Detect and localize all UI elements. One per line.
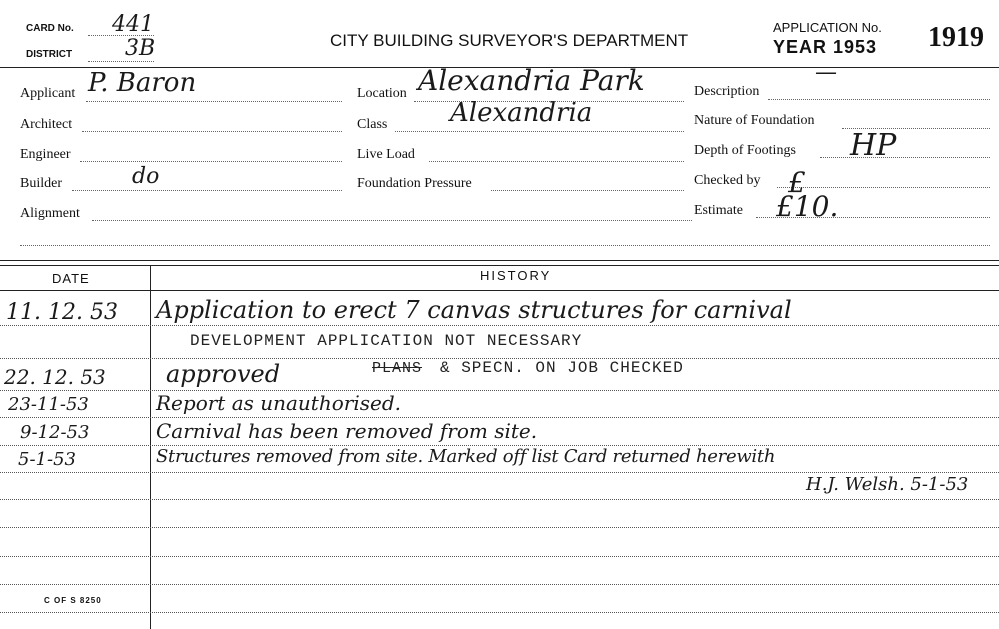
rule-line — [0, 417, 999, 418]
builder-label: Builder — [20, 176, 62, 191]
entry-text: approved — [166, 360, 281, 388]
entry-text: Report as unauthorised. — [156, 391, 401, 415]
estimate-value: £10. — [776, 190, 839, 223]
estimate-label: Estimate — [694, 203, 743, 218]
rule-line — [0, 556, 999, 557]
blank-line — [20, 245, 990, 246]
architect-label: Architect — [20, 117, 73, 132]
checked-by-value: £ — [788, 166, 806, 199]
rule-line — [0, 499, 999, 500]
entry-typed-struck: PLANS — [372, 360, 423, 377]
card-no-value: 441 — [112, 12, 154, 37]
engineer-label: Engineer — [20, 147, 71, 162]
date-header: DATE — [52, 271, 90, 286]
entry-text: Structures removed from site. Marked off list Card returned herewith — [156, 446, 776, 467]
district-value: 3B — [125, 36, 156, 61]
depth-footings-line — [820, 157, 990, 158]
district-label: DISTRICT — [26, 49, 73, 60]
application-label: APPLICATION No. — [773, 20, 882, 35]
class-line — [395, 131, 684, 132]
checked-by-line — [777, 187, 990, 188]
class-value: Alexandria — [450, 98, 593, 128]
entry-date: 11. 12. 53 — [6, 300, 118, 325]
department-title: CITY BUILDING SURVEYOR'S DEPARTMENT — [330, 31, 689, 50]
class-label: Class — [357, 117, 388, 132]
builder-value: do — [132, 164, 160, 189]
entry-text: Application to erect 7 canvas structures for carnival — [156, 296, 792, 324]
depth-footings-label: Depth of Footings — [694, 143, 796, 158]
description-line — [768, 99, 990, 100]
entry-text: Carnival has been removed from site. — [156, 419, 538, 443]
rule-line — [0, 325, 999, 326]
applicant-value: P. Baron — [88, 68, 197, 98]
rule-line — [0, 472, 999, 473]
description-value: — — [815, 60, 837, 85]
architect-line — [82, 131, 342, 132]
entry-date: 9-12-53 — [20, 422, 90, 443]
live-load-label: Live Load — [357, 147, 415, 162]
alignment-line — [92, 220, 692, 221]
rule-line — [0, 390, 999, 391]
card-no-label: CARD No. — [26, 23, 74, 34]
live-load-line — [429, 161, 684, 162]
foundation-pressure-line — [491, 190, 684, 191]
foundation-pressure-label: Foundation Pressure — [357, 176, 472, 191]
rule-line — [0, 612, 999, 613]
builder-line — [72, 190, 342, 191]
nature-foundation-label: Nature of Foundation — [694, 113, 815, 128]
form-code: C OF S 8250 — [44, 596, 102, 605]
year-label: YEAR 1953 — [773, 37, 878, 57]
entry-signature: H.J. Welsh. 5-1-53 — [806, 474, 969, 495]
applicant-line — [86, 101, 342, 102]
history-header: HISTORY — [480, 268, 552, 283]
location-value: Alexandria Park — [418, 64, 645, 97]
engineer-line — [80, 161, 342, 162]
rule-line — [0, 584, 999, 585]
history-header-rule — [0, 290, 999, 291]
application-number: 1919 — [928, 22, 984, 53]
entry-typed: DEVELOPMENT APPLICATION NOT NECESSARY — [190, 332, 583, 350]
entry-date: 5-1-53 — [18, 449, 76, 470]
checked-by-label: Checked by — [694, 173, 761, 188]
entry-date: 23-11-53 — [8, 394, 89, 415]
entry-date: 22. 12. 53 — [4, 365, 106, 389]
description-label: Description — [694, 84, 760, 99]
applicant-label: Applicant — [20, 86, 76, 101]
depth-footings-value: HP — [850, 128, 897, 163]
entry-typed: & SPECN. ON JOB CHECKED — [440, 359, 684, 377]
history-top-rule — [0, 260, 999, 261]
date-column-divider — [150, 265, 151, 629]
rule-line — [0, 527, 999, 528]
district-line — [88, 61, 154, 62]
location-label: Location — [357, 86, 407, 101]
alignment-label: Alignment — [20, 206, 80, 221]
